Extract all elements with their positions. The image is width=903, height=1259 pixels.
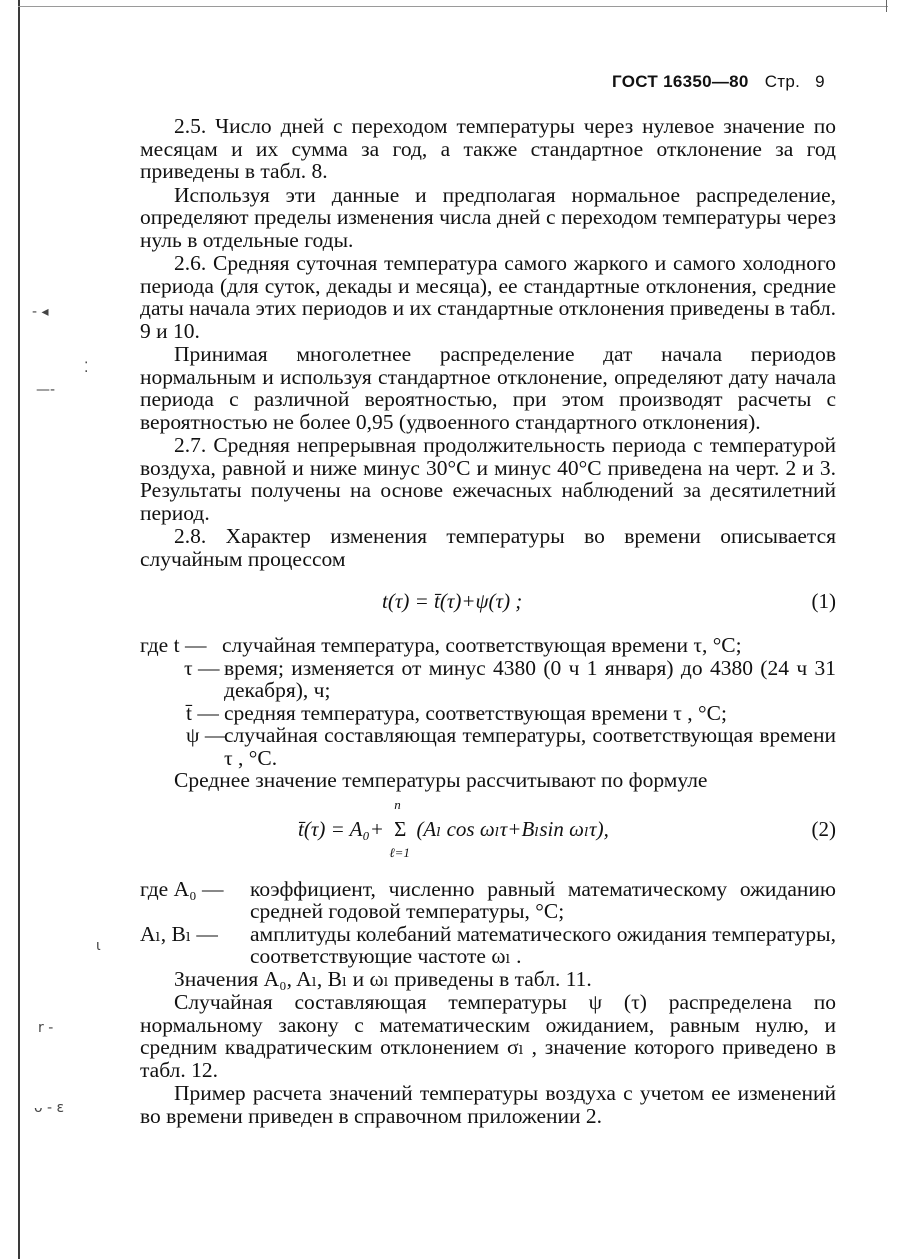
definition-text: время; изменяется от минус 4380 (0 ч 1 января) до 4380 (24 ч 31 декабря), ч; bbox=[224, 655, 836, 702]
page-label: Стр. bbox=[764, 72, 801, 91]
formula-1-number: (1) bbox=[811, 589, 836, 613]
paragraph-2-5: 2.5. Число дней с переходом температуры через нулевое значение по месяцам и их сумма за год, а также стандартное отклонение за год приведены в табл. 8. bbox=[140, 114, 836, 183]
formula-2-lhs: t̄(τ) = A₀+ bbox=[298, 816, 384, 841]
formula-1-definitions bbox=[140, 634, 836, 769]
definition-symbol: t̄ — bbox=[186, 700, 219, 725]
definition-text: средняя температура, соответствующая времени τ , °С; bbox=[224, 700, 727, 725]
formula-2-expression bbox=[298, 796, 609, 860]
formula-1 bbox=[140, 578, 836, 624]
summation-upper-limit: n bbox=[394, 796, 401, 812]
definition-row bbox=[140, 878, 836, 923]
margin-mark: r ‑ bbox=[38, 1020, 54, 1036]
definition-row bbox=[140, 634, 836, 657]
margin-mark: —‑ bbox=[36, 382, 56, 398]
definition-row bbox=[140, 923, 836, 968]
paragraph-values: Значения A₀, Aₗ, Bₗ и ωₗ приведены в табл. 11. bbox=[174, 966, 592, 991]
definition-text: коэффициент, численно равный математическому ожиданию средней годовой температуры, °С; bbox=[250, 876, 836, 923]
summation-symbol: Σ bbox=[394, 816, 407, 841]
document-body bbox=[140, 115, 836, 1128]
standard-number: ГОСТ 16350—80 bbox=[612, 72, 749, 91]
page-edge-top bbox=[18, 6, 888, 7]
formula-2-definitions bbox=[140, 878, 836, 968]
paragraph-2-7: 2.7. Средняя непрерывная продолжительность периода с температурой воздуха, равной и ниже минус 30°С и минус 40°С приведена на черт. 2 и 3. Результаты получены на основе ежечасных наблюдений за десятилетний период. bbox=[140, 433, 836, 525]
definition-row bbox=[140, 702, 836, 725]
definition-symbol: ψ — bbox=[186, 723, 227, 747]
summation-lower-limit: ℓ=1 bbox=[389, 844, 410, 860]
formula-2-rhs: (Aₗ cos ωₗτ+Bₗsin ωₗτ), bbox=[416, 816, 609, 841]
paragraph-2-5-continued: Используя эти данные и предполагая нормальное распределение, определяют пределы изменения числа дней с переходом температуры через нуль в отдельные годы. bbox=[140, 182, 836, 252]
paragraph-2-8: 2.8. Характер изменения температуры во времени описывается случайным процессом bbox=[140, 524, 836, 571]
margin-mark: ᴗ ‑ ɛ bbox=[34, 1100, 65, 1116]
definition-symbol: где A₀ — bbox=[140, 876, 224, 901]
page-indicator bbox=[765, 72, 825, 92]
paragraph-example: Пример расчета значений температуры воздуха с учетом ее изменений во времени приведен в справочном приложении 2. bbox=[140, 1081, 836, 1128]
definition-text: амплитуды колебаний математического ожидания температуры, соответствующие частоте ωₗ . bbox=[250, 921, 836, 968]
definition-symbol: τ — bbox=[184, 655, 220, 680]
summation-sign bbox=[389, 796, 411, 860]
margin-mark: ⁚ bbox=[84, 360, 89, 376]
formula-2-number: (2) bbox=[811, 816, 836, 841]
definition-row bbox=[140, 724, 836, 769]
page-number: 9 bbox=[815, 72, 825, 91]
definition-text: случайная составляющая температуры, соответствующая времени τ , °С. bbox=[224, 723, 836, 770]
margin-mark: ι bbox=[96, 938, 101, 954]
page-edge-right bbox=[886, 0, 887, 12]
definition-row bbox=[140, 657, 836, 702]
definition-symbol: Aₗ, Bₗ — bbox=[140, 921, 218, 946]
paragraph-2-6-continued: Принимая многолетнее распределение дат начала периодов нормальным и используя стандартное отклонение, определяют дату начала периода с различной вероятностью, при этом производят расчеты с вероятностью не более 0,95 (удвоенного стандартного отклонения). bbox=[140, 342, 836, 434]
paragraph-mean-intro: Среднее значение температуры рассчитывают по формуле bbox=[174, 768, 708, 792]
definition-symbol: где t — bbox=[140, 633, 207, 657]
page-header bbox=[612, 72, 837, 92]
formula-1-expression: t(τ) = t̄(τ)+ψ(τ) ; bbox=[382, 589, 523, 613]
margin-mark: ‐ ◂ bbox=[32, 304, 49, 320]
definition-text: случайная температура, соответствующая времени τ, °С; bbox=[222, 633, 742, 657]
paragraph-2-6: 2.6. Средняя суточная температура самого жаркого и самого холодного периода (для суток, декады и месяца), ее стандартные отклонения, средние даты начала этих периодов и их стандартные отклонения приведены в табл. 9 и 10. bbox=[140, 251, 836, 343]
page-edge-left bbox=[18, 0, 20, 1259]
formula-2 bbox=[140, 796, 836, 868]
paragraph-random-component: Случайная составляющая температуры ψ (τ) распределена по нормальному закону с математическим ожиданием, равным нулю, и средним квадратическим отклонением σₗ , значение которого приведено в табл. 12. bbox=[140, 990, 836, 1082]
